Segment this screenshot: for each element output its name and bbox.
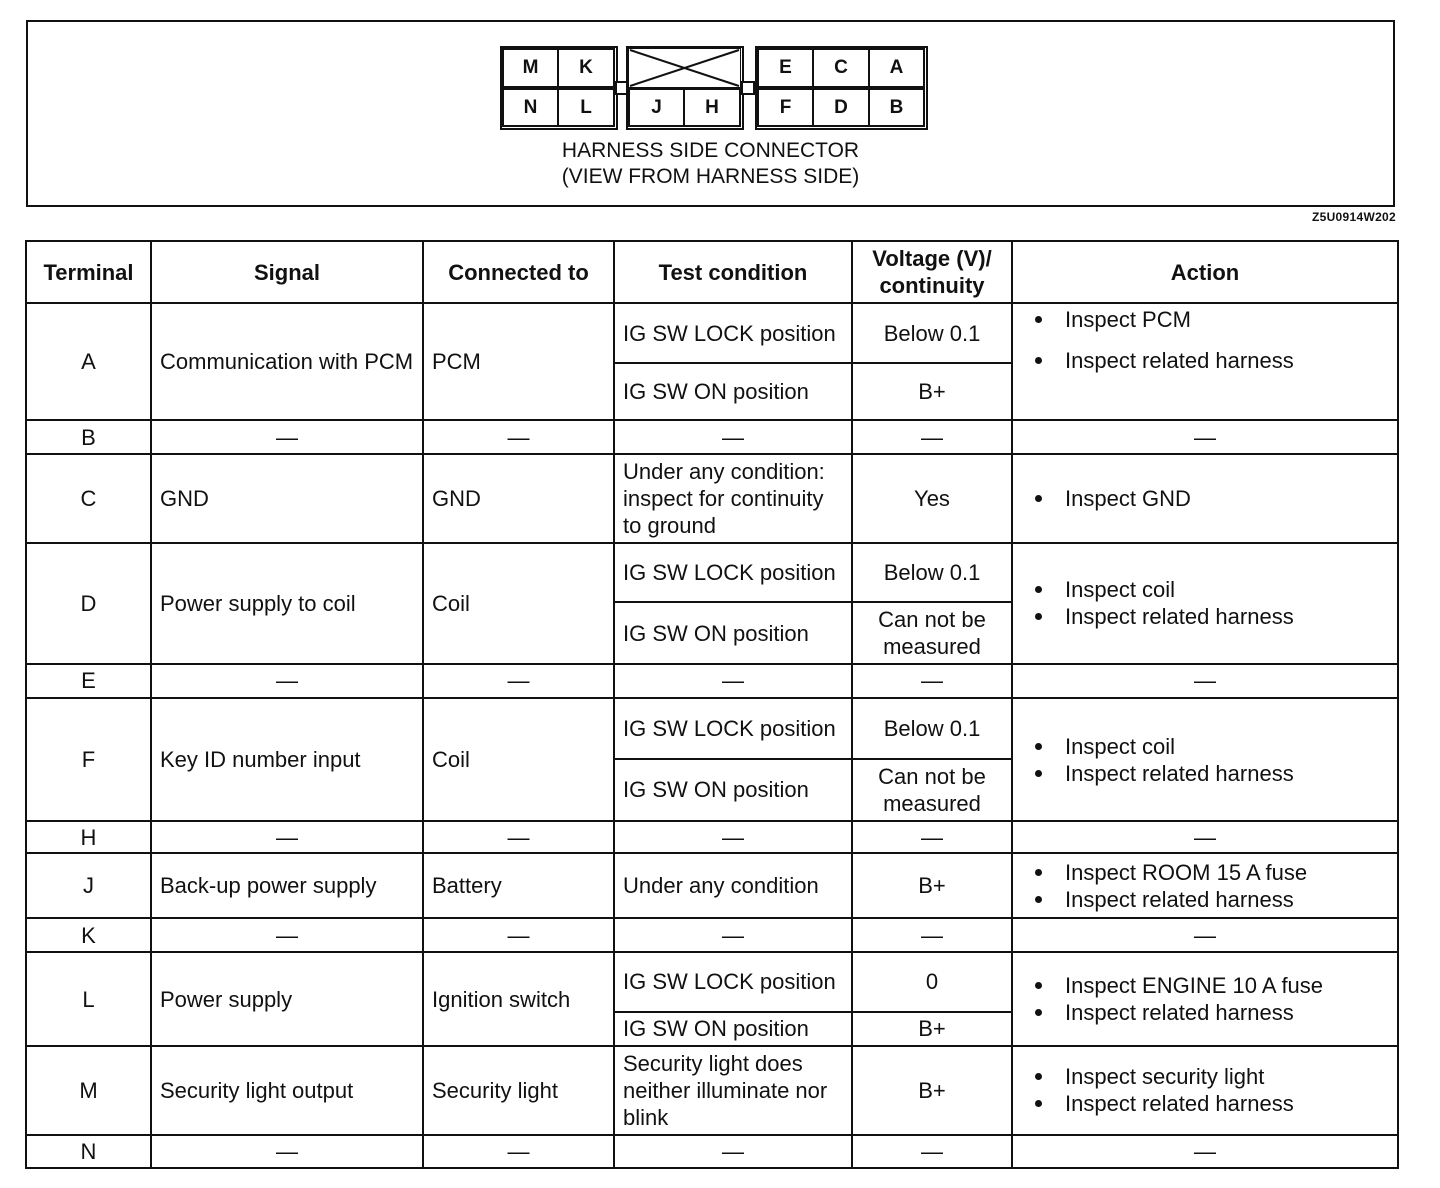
condition-cell: IG SW ON position — [614, 602, 852, 663]
voltage-cell: Below 0.1 — [852, 543, 1012, 602]
pin-A: A — [868, 48, 925, 88]
terminal-spec-table — [25, 240, 1399, 1169]
action-cell — [1012, 853, 1398, 918]
connected-cell: Coil — [423, 543, 614, 664]
table-row — [26, 918, 1398, 952]
action-item: Inspect related harness — [1035, 603, 1389, 630]
action-item: Inspect PCM — [1035, 306, 1389, 333]
table-row — [26, 952, 1398, 1011]
voltage-cell: — — [852, 918, 1012, 952]
header-test-condition: Test condition — [614, 241, 852, 303]
pin-D: D — [812, 88, 870, 127]
action-cell — [1012, 543, 1398, 664]
voltage-cell: — — [852, 821, 1012, 853]
connector-latch-right — [741, 81, 755, 95]
condition-cell: — — [614, 821, 852, 853]
voltage-cell: Can not be measured — [852, 602, 1012, 663]
connected-cell: Coil — [423, 698, 614, 821]
signal-cell: Communication with PCM — [151, 303, 423, 420]
connected-cell: — — [423, 420, 614, 454]
action-list — [1021, 576, 1389, 630]
table-row — [26, 454, 1398, 543]
table-row — [26, 1046, 1398, 1135]
action-cell: — — [1012, 918, 1398, 952]
voltage-cell: B+ — [852, 363, 1012, 419]
action-list — [1021, 972, 1389, 1026]
action-item: Inspect related harness — [1035, 999, 1389, 1026]
connected-cell: — — [423, 1135, 614, 1168]
action-list — [1021, 306, 1389, 374]
action-cell: — — [1012, 664, 1398, 698]
terminal-cell: D — [26, 543, 151, 664]
connector-right-block — [755, 46, 928, 130]
table-row — [26, 420, 1398, 454]
action-item: Inspect related harness — [1035, 1090, 1389, 1117]
pin-E: E — [757, 48, 814, 88]
action-item: Inspect related harness — [1035, 347, 1389, 374]
pin-B: B — [868, 88, 925, 127]
action-list — [1021, 485, 1389, 512]
action-cell — [1012, 698, 1398, 821]
pin-M: M — [502, 48, 559, 88]
condition-cell: IG SW LOCK position — [614, 952, 852, 1011]
condition-cell: — — [614, 1135, 852, 1168]
action-item: Inspect related harness — [1035, 760, 1389, 787]
voltage-cell: B+ — [852, 1012, 1012, 1046]
condition-cell: — — [614, 420, 852, 454]
connector-caption-line1: HARNESS SIDE CONNECTOR — [561, 139, 860, 162]
voltage-cell: — — [852, 420, 1012, 454]
connected-cell: Ignition switch — [423, 952, 614, 1046]
action-cell: — — [1012, 1135, 1398, 1168]
connected-cell: Battery — [423, 853, 614, 918]
voltage-cell: 0 — [852, 952, 1012, 1011]
voltage-cell: B+ — [852, 1046, 1012, 1135]
header-connected-to: Connected to — [423, 241, 614, 303]
terminal-cell: M — [26, 1046, 151, 1135]
action-list — [1021, 859, 1389, 913]
condition-cell: — — [614, 664, 852, 698]
voltage-cell: — — [852, 1135, 1012, 1168]
pin-L: L — [557, 88, 615, 127]
header-voltage: Voltage (V)/ continuity — [852, 241, 1012, 303]
terminal-cell: C — [26, 454, 151, 543]
table-row — [26, 821, 1398, 853]
connected-cell: — — [423, 821, 614, 853]
table-row — [26, 303, 1398, 363]
signal-cell: — — [151, 664, 423, 698]
condition-cell: IG SW ON position — [614, 1012, 852, 1046]
header-action: Action — [1012, 241, 1398, 303]
action-item: Inspect ENGINE 10 A fuse — [1035, 972, 1389, 999]
action-item: Inspect coil — [1035, 576, 1389, 603]
connected-cell: — — [423, 918, 614, 952]
signal-cell: Back-up power supply — [151, 853, 423, 918]
connected-cell: GND — [423, 454, 614, 543]
terminal-cell: E — [26, 664, 151, 698]
pin-N: N — [502, 88, 559, 127]
terminal-cell: H — [26, 821, 151, 853]
action-item: Inspect related harness — [1035, 886, 1389, 913]
action-cell: — — [1012, 420, 1398, 454]
terminal-cell: F — [26, 698, 151, 821]
table-row — [26, 664, 1398, 698]
signal-cell: Power supply — [151, 952, 423, 1046]
connected-cell: Security light — [423, 1046, 614, 1135]
action-cell: — — [1012, 821, 1398, 853]
condition-cell: Security light does neither illuminate nor blink — [614, 1046, 852, 1135]
voltage-cell: — — [852, 664, 1012, 698]
signal-cell: Security light output — [151, 1046, 423, 1135]
voltage-cell: Can not be measured — [852, 759, 1012, 822]
condition-cell: — — [614, 918, 852, 952]
condition-cell: IG SW ON position — [614, 759, 852, 822]
table-row — [26, 698, 1398, 758]
header-signal: Signal — [151, 241, 423, 303]
signal-cell: — — [151, 1135, 423, 1168]
terminal-cell: A — [26, 303, 151, 420]
connector-diagram-panel — [26, 20, 1395, 207]
action-list — [1021, 1063, 1389, 1117]
pin-K: K — [557, 48, 615, 88]
action-cell — [1012, 303, 1398, 420]
action-cell — [1012, 454, 1398, 543]
signal-cell: — — [151, 420, 423, 454]
signal-cell: Power supply to coil — [151, 543, 423, 664]
terminal-cell: K — [26, 918, 151, 952]
condition-cell: IG SW LOCK position — [614, 698, 852, 758]
signal-cell: — — [151, 918, 423, 952]
terminal-cell: N — [26, 1135, 151, 1168]
action-cell — [1012, 952, 1398, 1046]
terminal-cell: J — [26, 853, 151, 918]
voltage-cell: Yes — [852, 454, 1012, 543]
condition-cell: Under any condition — [614, 853, 852, 918]
voltage-cell: B+ — [852, 853, 1012, 918]
connector-middle-block — [626, 46, 744, 130]
connected-cell: — — [423, 664, 614, 698]
table-row — [26, 1135, 1398, 1168]
table-header-row — [26, 241, 1398, 303]
condition-cell: IG SW LOCK position — [614, 543, 852, 602]
action-list — [1021, 733, 1389, 787]
signal-cell: Key ID number input — [151, 698, 423, 821]
condition-cell: IG SW ON position — [614, 363, 852, 419]
voltage-cell: Below 0.1 — [852, 303, 1012, 363]
terminal-cell: B — [26, 420, 151, 454]
condition-cell: Under any condition: inspect for continuity to ground — [614, 454, 852, 543]
action-cell — [1012, 1046, 1398, 1135]
action-item: Inspect ROOM 15 A fuse — [1035, 859, 1389, 886]
connector-left-block — [500, 46, 618, 130]
action-item: Inspect GND — [1035, 485, 1389, 512]
terminal-cell: L — [26, 952, 151, 1046]
connected-cell: PCM — [423, 303, 614, 420]
signal-cell: GND — [151, 454, 423, 543]
voltage-cell: Below 0.1 — [852, 698, 1012, 758]
pin-F: F — [757, 88, 814, 127]
table-row — [26, 543, 1398, 602]
pin-H: H — [683, 88, 741, 127]
blank-cavity-x-mark — [628, 48, 741, 88]
table-row — [26, 853, 1398, 918]
action-item: Inspect security light — [1035, 1063, 1389, 1090]
figure-code: Z5U0914W202 — [1311, 210, 1396, 224]
pin-J: J — [628, 88, 685, 127]
action-item: Inspect coil — [1035, 733, 1389, 760]
pin-C: C — [812, 48, 870, 88]
connector-caption-line2: (VIEW FROM HARNESS SIDE) — [561, 165, 860, 188]
header-terminal: Terminal — [26, 241, 151, 303]
signal-cell: — — [151, 821, 423, 853]
condition-cell: IG SW LOCK position — [614, 303, 852, 363]
